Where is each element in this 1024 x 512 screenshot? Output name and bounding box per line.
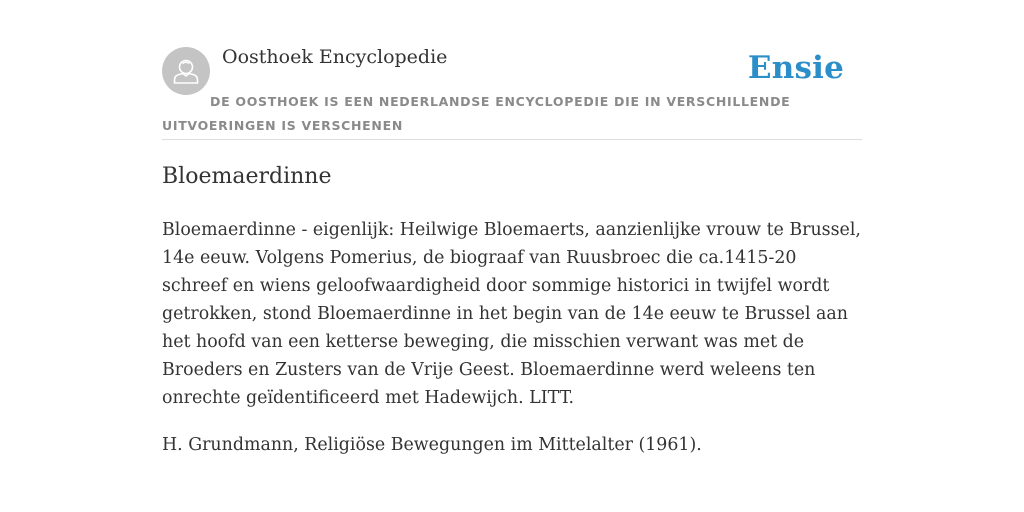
source-title-link[interactable]: Oosthoek Encyclopedie [222,46,448,68]
entry-title: Bloemaerdinne [162,164,332,189]
entry-body: Bloemaerdinne - eigenlijk: Heilwige Bloemaerts, aanzienlijke vrouw te Brussel, 14e eeuw. Volgens Pomerius, de biograaf van Ruusbroec die ca.1415-20 schreef en wiens geloofwaardigheid door sommige historici in twijfel wordt getrokken, stond Bloemaerdinne in het begin van de 14e eeuw te Brussel aan het hoofd van een ketterse beweging, die misschien verwant was met de Broeders en Zusters van de Vrije Geest. Bloemaerdinne werd weleens ten onrechte geïdentificeerd met Hadewijch. LITT. [162,220,861,408]
user-avatar-icon-graphic [162,47,210,95]
user-avatar-icon[interactable] [162,47,210,95]
ensie-logo[interactable]: Ensie [747,50,844,86]
entry-reference: H. Grundmann, Religiöse Bewegungen im Mittelalter (1961). [162,435,702,455]
page-container [162,0,862,455]
source-header [162,0,862,140]
source-tagline: DE OOSTHOEK IS EEN NEDERLANDSE ENCYCLOPEDIE DIE IN VERSCHILLENDE UITVOERINGEN IS VERSCHENEN [162,94,791,133]
